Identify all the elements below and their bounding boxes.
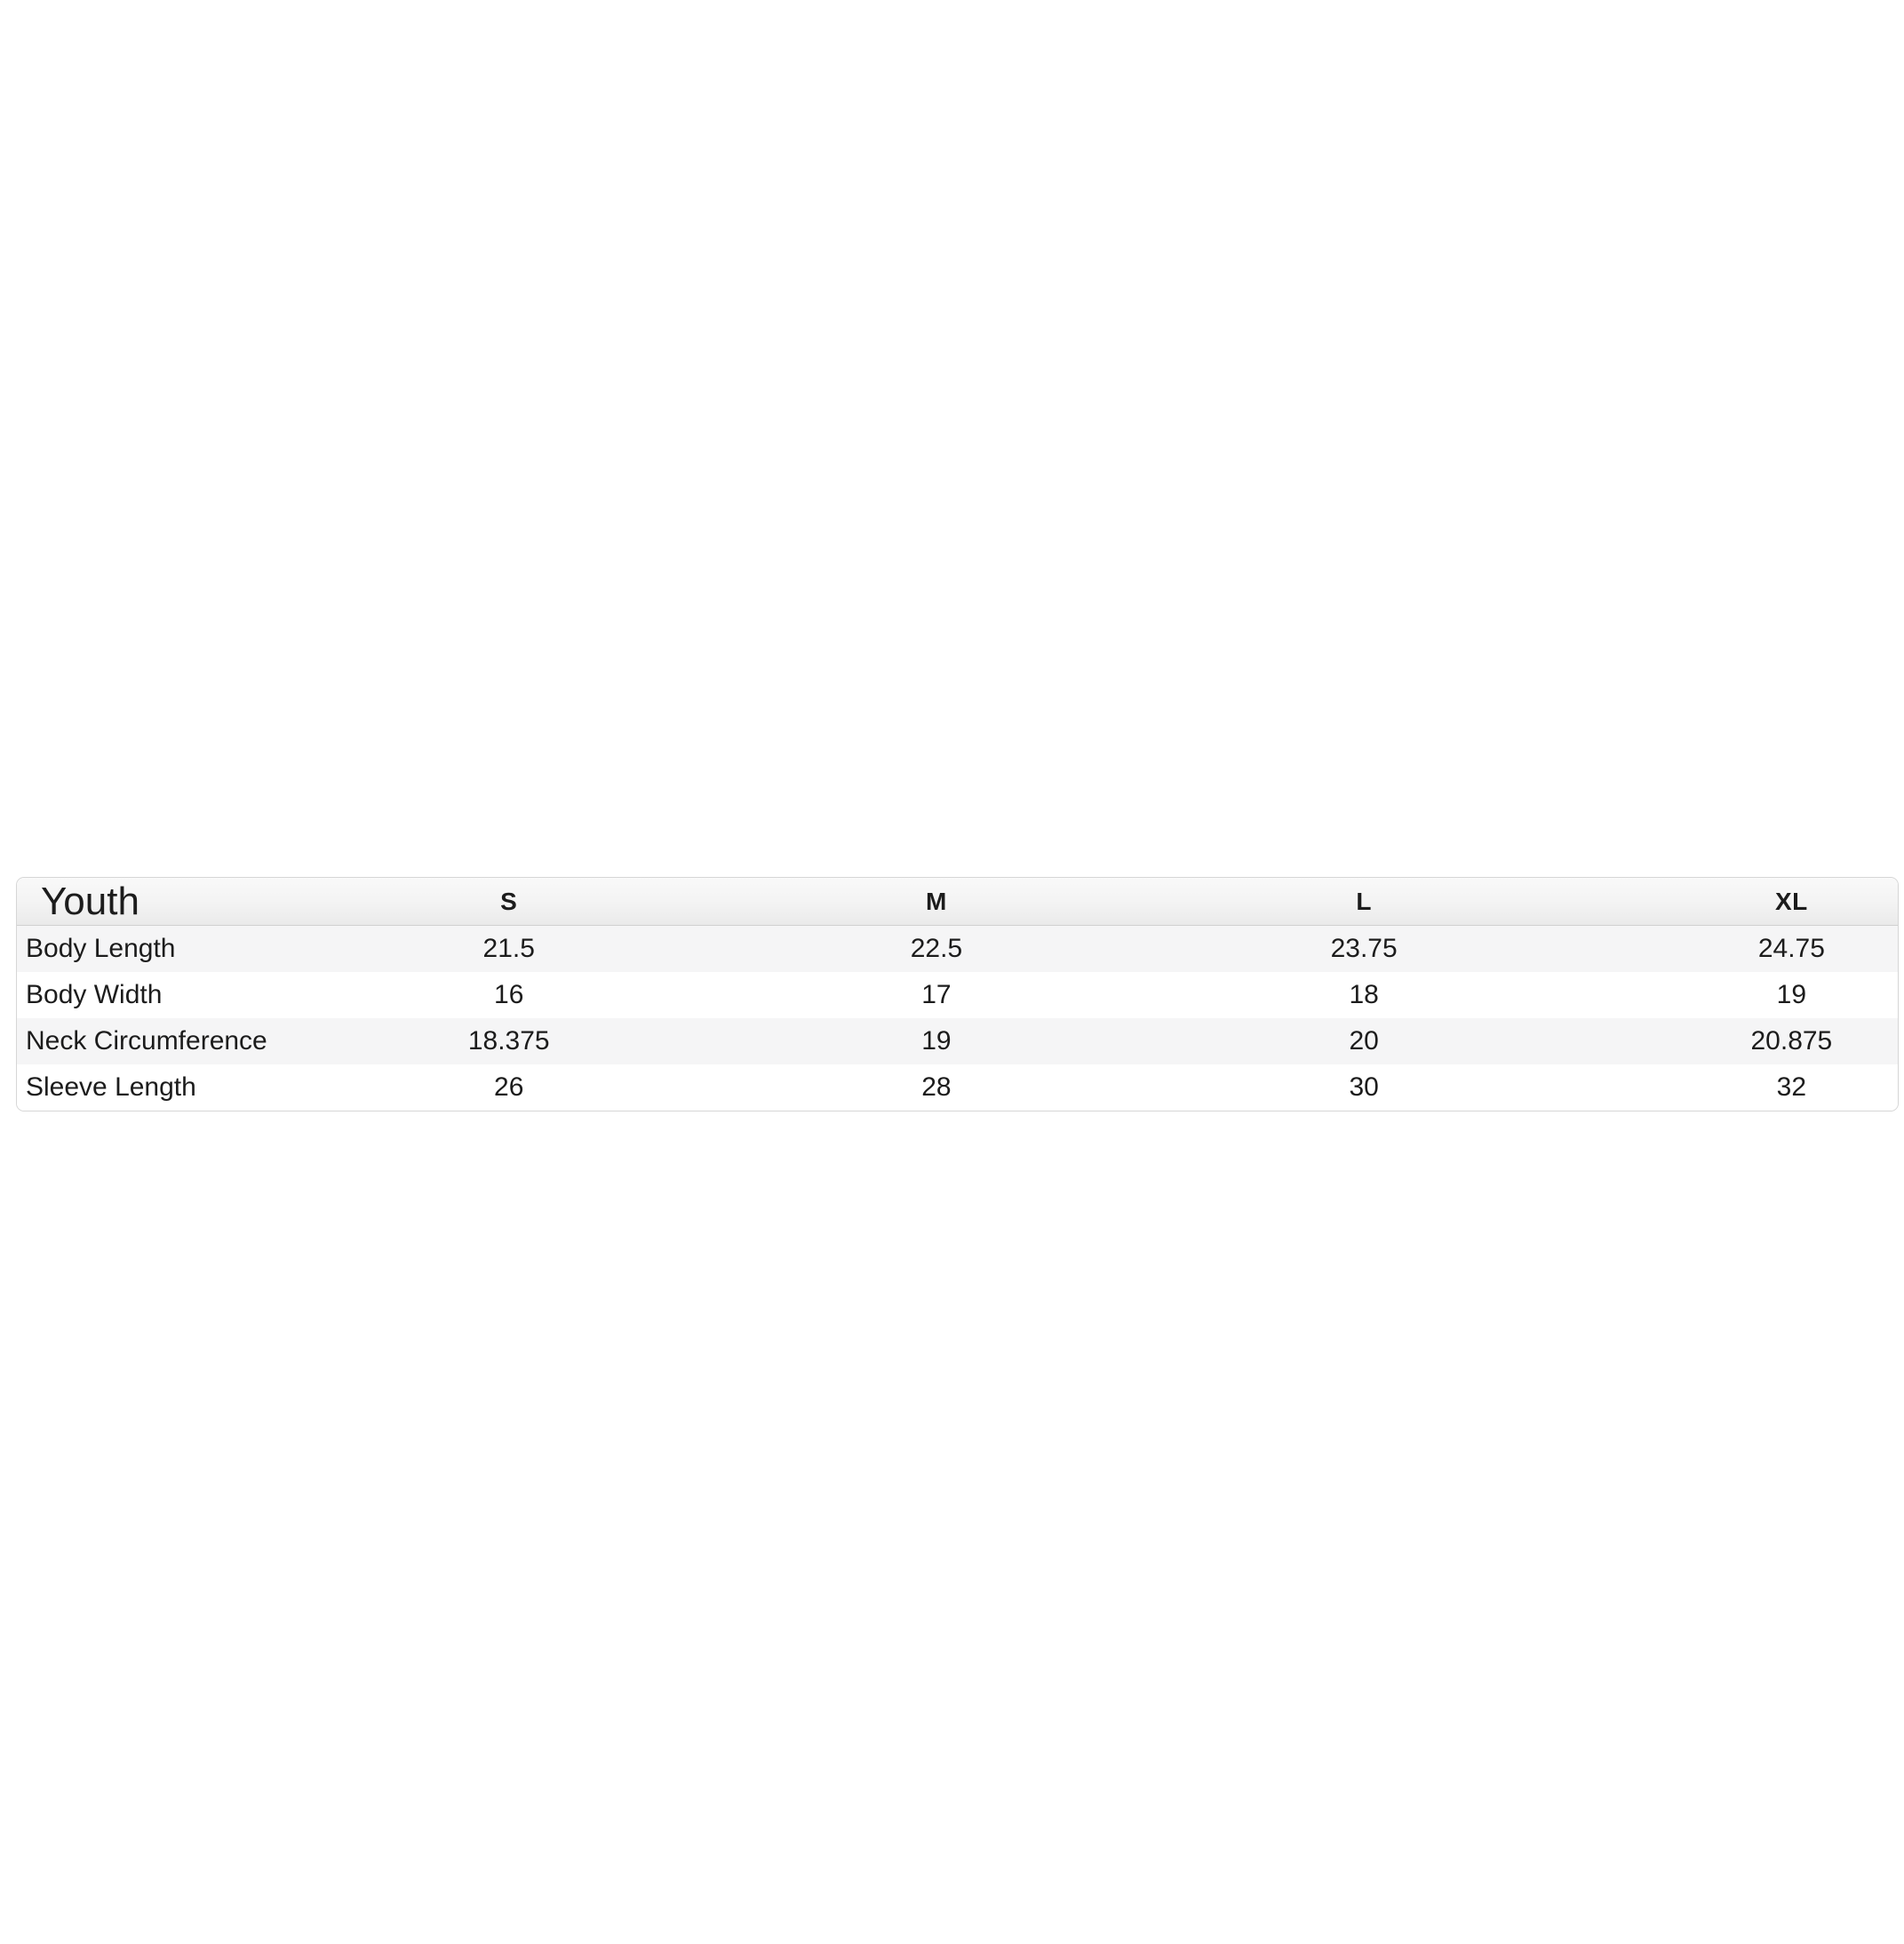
cell-body-length-l: 23.75 [1151,926,1578,973]
cell-body-width-l: 18 [1151,972,1578,1018]
size-chart [16,877,1899,1111]
column-header-m: M [722,878,1150,926]
table-row-sleeve-length [17,1064,1899,1111]
cell-body-length-m: 22.5 [722,926,1150,973]
cell-sleeve-length-m: 28 [722,1064,1150,1111]
row-label: Body Length [17,926,295,973]
row-label: Neck Circumference [17,1018,295,1064]
column-header-l: L [1151,878,1578,926]
cell-body-width-m: 17 [722,972,1150,1018]
cell-neck-circumference-m: 19 [722,1018,1150,1064]
cell-sleeve-length-s: 26 [295,1064,722,1111]
cell-neck-circumference-l: 20 [1151,1018,1578,1064]
table-row-neck-circumference [17,1018,1899,1064]
cell-body-width-s: 16 [295,972,722,1018]
header-row [17,878,1899,926]
cell-neck-circumference-xl: 20.875 [1578,1018,1899,1064]
row-label: Body Width [17,972,295,1018]
cell-body-length-s: 21.5 [295,926,722,973]
column-header-s: S [295,878,722,926]
table-title: Youth [17,878,295,926]
cell-sleeve-length-xl: 32 [1578,1064,1899,1111]
size-chart-table [17,878,1899,1111]
row-label: Sleeve Length [17,1064,295,1111]
cell-body-width-xl: 19 [1578,972,1899,1018]
table-row-body-length [17,926,1899,973]
column-header-xl: XL [1578,878,1899,926]
cell-neck-circumference-s: 18.375 [295,1018,722,1064]
cell-sleeve-length-l: 30 [1151,1064,1578,1111]
cell-body-length-xl: 24.75 [1578,926,1899,973]
table-row-body-width [17,972,1899,1018]
